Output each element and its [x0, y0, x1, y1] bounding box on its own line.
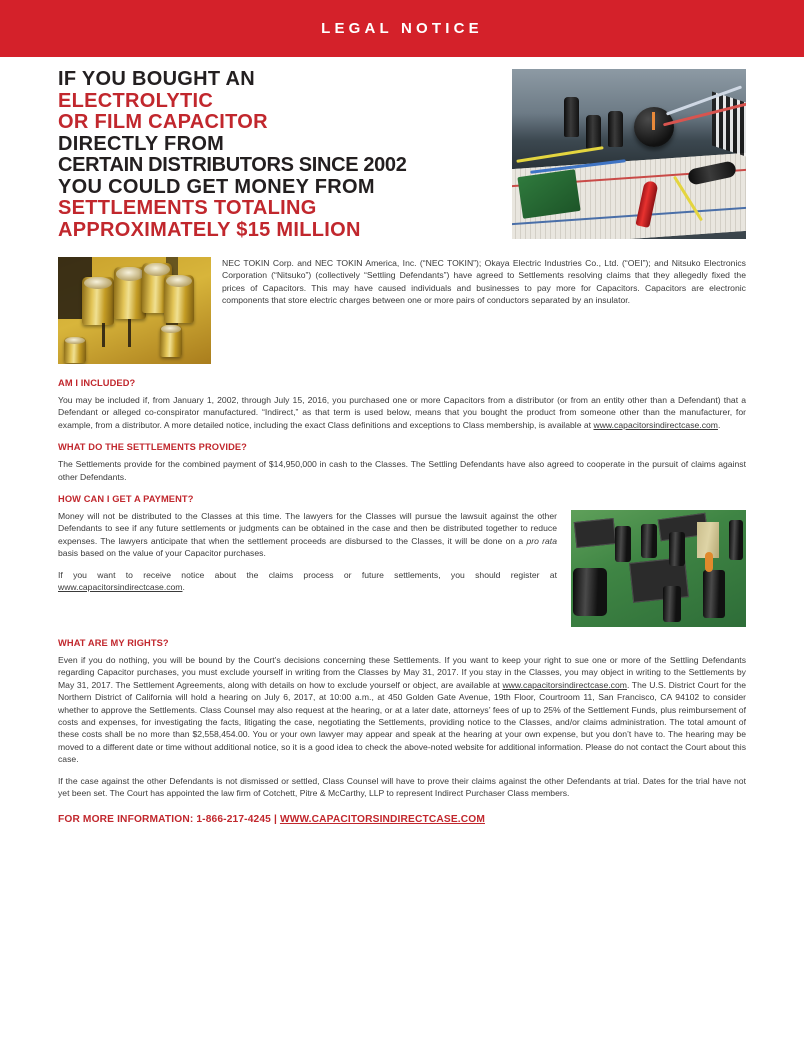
- included-paragraph: [58, 394, 746, 431]
- black-capacitor-shape: [564, 97, 579, 137]
- payment-register-text-end: .: [182, 582, 185, 593]
- headline-line-1: IF YOU BOUGHT AN: [58, 68, 256, 90]
- ic-chip-shape: [574, 518, 616, 548]
- section-heading-what-are-my-rights: WHAT ARE MY RIGHTS?: [58, 638, 169, 649]
- intro-paragraph: NEC TOKIN Corp. and NEC TOKIN America, Inc. (“NEC TOKIN”); Okaya Electric Industries Co., Ltd. (“OEI”); and Nitsuko Electronics Corporation (“Nitsuko”) (collectively “Settling Defendants”) have agreed to Settlements resolving claims that they allegedly fixed the prices of Capacitors. This may have caused individuals and businesses to pay more for Capacitors. Capacitors are electronic components that store electric charges between one or more pairs of conductors separated by an insulator.: [222, 258, 746, 306]
- intro-section: [58, 257, 746, 364]
- footer-contact-line: [58, 814, 746, 825]
- black-capacitor-shape: [703, 570, 725, 618]
- pro-rata-italic: pro rata: [526, 535, 557, 546]
- payment-register-text: If you want to receive notice about the claims process or future settlements, you should register at: [58, 569, 557, 580]
- section-heading-settlements-provide: WHAT DO THE SETTLEMENTS PROVIDE?: [58, 442, 247, 453]
- provide-paragraph: The Settlements provide for the combined payment of $14,950,000 in cash to the Classes. The Settling Defendants have also agreed to cooperate in the pursuit of claims against other Defendants.: [58, 459, 746, 482]
- black-capacitor-shape: [729, 520, 743, 560]
- capacitors-website-link[interactable]: www.capacitorsindirectcase.com: [502, 679, 627, 690]
- headline-line-6: YOU COULD GET MONEY FROM: [58, 175, 375, 198]
- footer-website-link[interactable]: WWW.CAPACITORSINDIRECTCASE.COM: [279, 813, 485, 825]
- headline-line-2: ELECTROLYTIC: [58, 89, 214, 112]
- banner-title: LEGAL NOTICE: [321, 20, 483, 37]
- headline-section: [58, 57, 746, 241]
- section-heading-am-i-included: AM I INCLUDED?: [58, 378, 136, 388]
- headline-line-5: CERTAIN DISTRIBUTORS SINCE 2002: [58, 154, 407, 176]
- black-capacitor-shape: [641, 524, 657, 558]
- payment-text-block: [58, 510, 557, 593]
- rights-paragraph-2: If the case against the other Defendants is not dismissed or settled, Class Counsel will have to prove their claims against the other Defendants at trial. Dates for the trial have not yet been set. The Court has appointed the law firm of Cotchett, Pitre & McCarthy, LLP to represent Indirect Purchaser Class members.: [58, 775, 746, 799]
- lead-wire-shape: [102, 323, 105, 347]
- green-circuit-board-photo: [571, 510, 746, 627]
- rights-text-b: . The U.S. District Court for the Northern District of California will hold a hearing on July 6, 2017, at 10:00 a.m., at 450 Golden Gate Avenue, 19th Floor, Courtroom 11, San Francisco, CA 94102 to consider whether to approve the Settlements. Class Counsel may also request at the hearing, or at a later date, attorneys’ fees of up to 25% of the Settlement Funds, plus reimbursement of costs and expenses, for investigating the facts, litigating the case, negotiating the Settlements, providing notice to the Classes, and/or claims administration. The total amount of these costs shall be no more than $2,558,454.00. You or your own lawyer may appear and speak at the hearing at your own expense, but you don’t have to. The hearing may be moved to a different date or time without additional notice, so it is a good idea to check the above-noted website for additional information. Please do not contact the Court about this case.: [58, 679, 746, 765]
- included-text-end: .: [717, 419, 721, 430]
- headline-line-3: OR FILM CAPACITOR: [58, 111, 268, 133]
- intro-text-block: [222, 257, 746, 307]
- payment-text-a: Money will not be distributed to the Classes at this time. The lawyers for the Classes will pursue the lawsuit against the other Defendants to see if any future settlements or judgments can be obtained in the case and then be distributed together to reduce expenses. The lawyers anticipate that when the settlement proceeds are disbursed to the Classes, it will be done on a: [58, 511, 557, 546]
- black-capacitor-shape: [586, 115, 601, 149]
- notice-page: [0, 57, 804, 825]
- legal-notice-banner: [0, 0, 804, 57]
- black-capacitor-shape: [608, 111, 623, 147]
- gold-capacitor-shape: [164, 275, 194, 323]
- headline-line-4: DIRECTLY FROM: [58, 132, 225, 155]
- footer-phone-text: FOR MORE INFORMATION: 1-866-217-4245 |: [58, 813, 280, 825]
- black-capacitor-shape: [573, 568, 607, 616]
- black-capacitor-shape: [663, 586, 681, 622]
- black-capacitor-shape: [669, 532, 685, 566]
- black-capacitor-shape: [615, 526, 631, 562]
- gold-capacitor-shape: [64, 337, 86, 363]
- background-comb-shape: [712, 91, 746, 156]
- section-heading-how-can-i-get-a-payment: HOW CAN I GET A PAYMENT?: [58, 494, 194, 505]
- capacitors-website-link[interactable]: www.capacitorsindirectcase.com: [58, 582, 183, 593]
- headline-block: [58, 69, 498, 241]
- headline-line-7: SETTLEMENTS TOTALING: [58, 197, 317, 219]
- lead-wire-shape: [128, 319, 131, 347]
- gold-capacitors-photo: [58, 257, 211, 364]
- gold-capacitor-shape: [82, 277, 114, 325]
- gold-capacitor-shape: [160, 325, 182, 357]
- orange-component-shape: [705, 552, 713, 572]
- yellow-wire-shape: [516, 146, 603, 163]
- breadboard-circuit-photo: [512, 69, 746, 239]
- headline-line-8: APPROXIMATELY $15 MILLION: [58, 218, 361, 241]
- green-board-shape: [517, 169, 580, 219]
- payment-text-b: basis based on the value of your Capacitor purchases.: [58, 548, 266, 559]
- rights-text-a: Even if you do nothing, you will be bound by the Court’s decisions concerning these Settlements. If you want to keep your right to sue one or more of the Settling Defendants regarding Capacitor purchases, you must exclude yourself in writing from the Classes by May 31, 2017. If you stay in the Classes, you may object in writing to the Settlements by May 31, 2017. The Settlement Agreements, along with details on how to exclude yourself or object, are available at: [58, 655, 746, 690]
- capacitors-website-link[interactable]: www.capacitorsindirectcase.com: [593, 419, 718, 430]
- rights-paragraph-1: [58, 654, 746, 766]
- payment-paragraph-2: [58, 569, 557, 594]
- payment-section: [58, 510, 746, 627]
- payment-paragraph-1: [58, 510, 557, 560]
- included-text: You may be included if, from January 1, 2002, through July 15, 2016, you purchased one or more Capacitors from a distributor (or from an entity other than a Defendant) that a Defendant or alleged co-conspirator manufactured. “Indirect,” as that term is used below, means that you bought the product from someone other than the manufacturer, for example, from a distributor. A more detailed notice, including the exact Class definitions and exceptions to Class membership, is available at: [58, 395, 746, 430]
